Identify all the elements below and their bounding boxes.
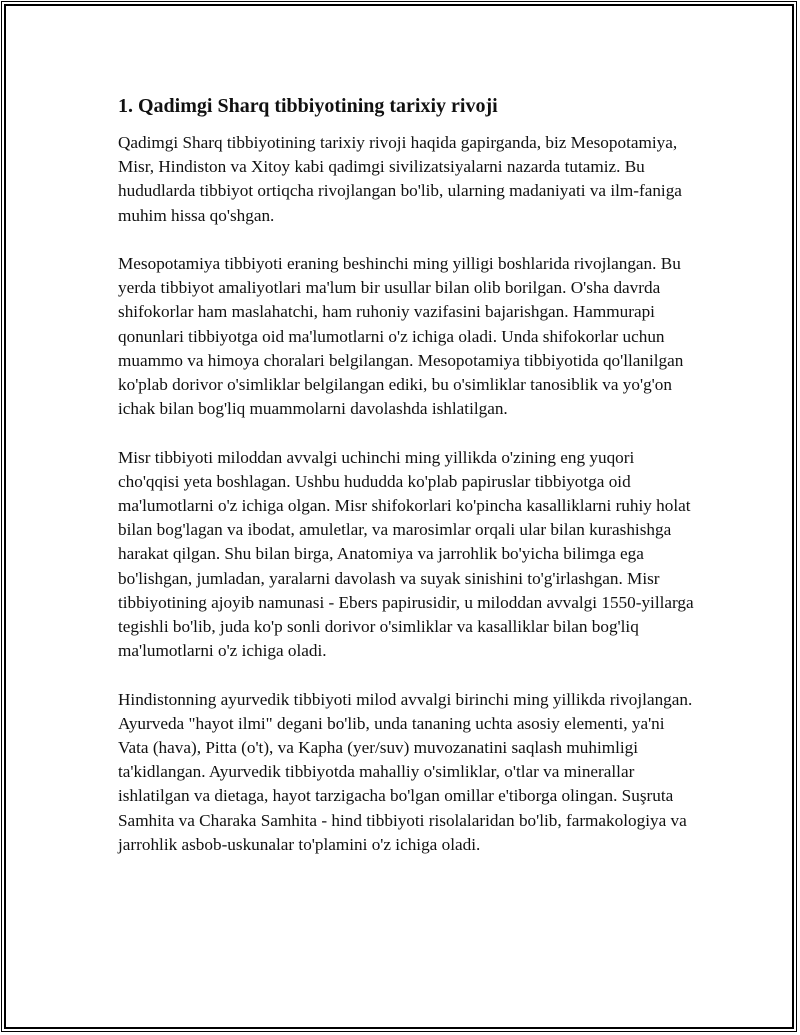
paragraph-intro: Qadimgi Sharq tibbiyotining tarixiy rivoji haqida gapirganda, biz Mesopotamiya, Misr, Hindiston va Xitoy kabi qadimgi sivilizatsiyalarni nazarda tutamiz. Bu hududlarda tibbiyot ortiqcha rivojlangan bo'lib, ularning madaniyati va ilm-faniga muhim hissa qo'shgan. bbox=[118, 133, 682, 225]
section-heading: 1. Qadimgi Sharq tibbiyotining tarixiy rivoji bbox=[118, 95, 498, 117]
paragraph-india: Hindistonning ayurvedik tibbiyoti milod avvalgi birinchi ming yillikda rivojlangan. Ayurveda "hayot ilmi" degani bo'lib, unda tananing uchta asosiy elementi, ya'ni Vata (hava), Pitta (o't), va Kapha (yer/suv) muvozanatini saqlash muhimligi ta'kidlangan. Ayurvedik tibbiyotda mahalliy o'simliklar, o'tlar va minerallar ishlatilgan va dietaga, hayot tarzigacha bo'lgan omillar e'tiborga olingan. Suşruta Samhita va Charaka Samhita - hind tibbiyoti risolalaridan bo'lib, farmakologiya va jarrohlik asbob-uskunalar to'plamini o'z ichiga oladi. bbox=[118, 689, 693, 854]
paragraph-egypt: Misr tibbiyoti miloddan avvalgi uchinchi ming yillikda o'zining eng yuqori cho'qqisi yeta boshlagan. Ushbu hududda ko'plab papiruslar tibbiyotga oid ma'lumotlarni o'z ichiga olgan. Misr shifokorlari ko'pincha kasalliklarni ruhiy holat bilan bog'lagan va ibodat, amuletlar, va marosimlar orqali ular bilan kurashishga harakat qilgan. Shu bilan birga, Anatomiya va jarrohlik bo'yicha bilimga ega bo'lishgan, jumladan, yaralarni davolash va suyak sinishini to'g'irlashgan. Misr tibbiyotining ajoyib namunasi - Ebers papirusidir, u miloddan avvalgi 1550-yillarga tegishli bo'lib, juda ko'p sonli dorivor o'simliklar va kasalliklar bilan bog'liq ma'lumotlarni o'z ichiga oladi. bbox=[118, 447, 694, 661]
paragraph-mesopotamia: Mesopotamiya tibbiyoti eraning beshinchi ming yilligi boshlarida rivojlangan. Bu yerda tibbiyot amaliyotlari ma'lum bir usullar bilan olib borilgan. O'sha davrda shifokorlar ham maslahatchi, ham ruhoniy vazifasini bajarishgan. Hammurapi qonunlari tibbiyotga oid ma'lumotlarni o'z ichiga oladi. Unda shifokorlar uchun muammo va himoya choralari belgilangan. Mesopotamiya tibbiyotida qo'llanilgan ko'plab dorivor o'simliklar belgilangan ediki, bu o'simliklar tanosiblik va yo'g'on ichak bilan bog'liq muammolarni davolashda ishlatilgan. bbox=[118, 254, 684, 419]
document-body bbox=[118, 93, 698, 881]
